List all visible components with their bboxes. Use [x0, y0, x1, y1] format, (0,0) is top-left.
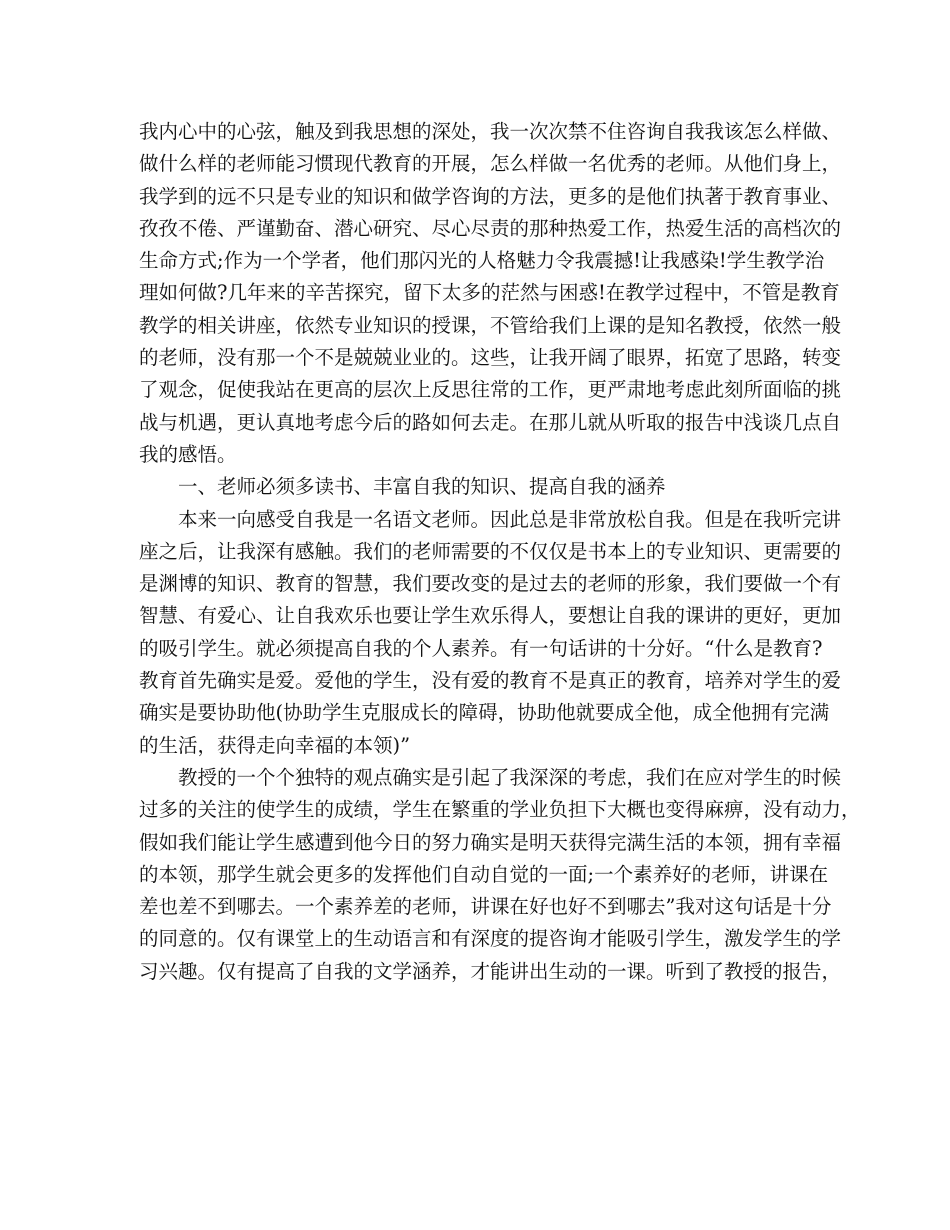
text-line: 我的感悟。 — [139, 442, 237, 466]
text-line: 理如何做?几年来的辛苦探究，留下太多的茫然与困惑!在教学过程中，不管是教育 — [139, 281, 840, 305]
text-line: 的本领，那学生就会更多的发挥他们自动自觉的一面;一个素养好的老师，讲课在 — [139, 862, 829, 886]
text-line: 确实是要协助他(协助学生克服成长的障碍，协助他就要成全他，成全他拥有完满 — [139, 701, 830, 725]
text-line: 的同意的。仅有课堂上的生动语言和有深度的提咨询才能吸引学生，激发学生的学 — [139, 927, 842, 951]
text-line: 教育首先确实是爱。爱他的学生，没有爱的教育不是真正的教育，培养对学生的爱 — [139, 669, 842, 693]
paragraph-start-line: 教授的一个个独特的观点确实是引起了我深深的考虑，我们在应对学生的时候 — [178, 765, 842, 789]
text-line: 的生活，获得走向幸福的本领)” — [139, 733, 411, 757]
text-line: 是渊博的知识、教育的智慧，我们要改变的是过去的老师的形象，我们要做一个有 — [139, 572, 842, 596]
text-line: 座之后，让我深有感触。我们的老师需要的不仅仅是书本上的专业知识、更需要的 — [139, 539, 842, 563]
text-line: 差也差不到哪去。一个素养差的老师，讲课在好也好不到哪去”我对这句话是十分 — [139, 895, 832, 919]
text-line: 假如我们能让学生感遭到他今日的努力确实是明天获得完满生活的本领，拥有幸福 — [139, 830, 842, 854]
text-line: 的吸引学生。就必须提高自我的个人素养。有一句话讲的十分好。“什么是教育? — [139, 636, 823, 660]
text-line: 做什么样的老师能习惯现代教育的开展，怎么样做一名优秀的老师。从他们身上， — [139, 152, 842, 176]
text-line: 了观念，促使我站在更高的层次上反思往常的工作，更严肃地考虑此刻所面临的挑 — [139, 378, 842, 402]
text-line: 习兴趣。仅有提高了自我的文学涵养，才能讲出生动的一课。听到了教授的报告， — [139, 959, 842, 983]
text-line: 我内心中的心弦，触及到我思想的深处，我一次次禁不住咨询自我我该怎么样做、 — [139, 120, 842, 143]
text-line: 孜孜不倦、严谨勤奋、潜心研究、尽心尽责的那种热爱工作，热爱生活的高档次的 — [139, 216, 842, 240]
text-line: 战与机遇，更认真地考虑今后的路如何去走。在那儿就从听取的报告中浅谈几点自 — [139, 410, 842, 434]
text-line: 的老师，没有那一个不是兢兢业业的。这些，让我开阔了眼界，拓宽了思路，转变 — [139, 346, 842, 370]
text-line: 教学的相关讲座，依然专业知识的授课，不管给我们上课的是知名教授，依然一般 — [139, 313, 842, 337]
text-line: 智慧、有爱心、让自我欢乐也要让学生欢乐得人，要想让自我的课讲的更好，更加 — [139, 604, 842, 628]
text-line: 生命方式;作为一个学者，他们那闪光的人格魅力令我震撼!让我感染!学生教学治 — [139, 249, 825, 273]
text-line: 过多的关注的使学生的成绩，学生在繁重的学业负担下大概也变得麻痹，没有动力， — [139, 798, 861, 822]
section-heading: 一、老师必须多读书、丰富自我的知识、提高自我的涵养 — [178, 475, 666, 499]
text-line: 我学到的远不只是专业的知识和做学咨询的方法，更多的是他们执著于教育事业、 — [139, 184, 842, 208]
body-text — [139, 116, 861, 988]
paragraph-start-line: 本来一向感受自我是一名语文老师。因此总是非常放松自我。但是在我听完讲 — [178, 507, 842, 531]
